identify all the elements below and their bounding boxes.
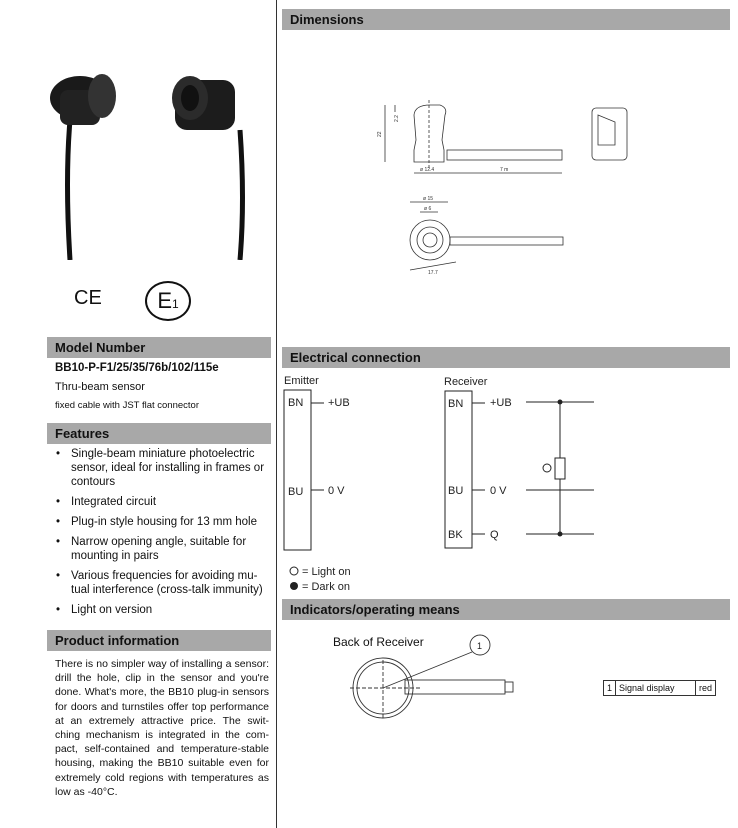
dim-width: 17.7 [428, 270, 438, 276]
product-info-header: Product information [47, 630, 271, 651]
feature-item: • Integrated circuit [52, 495, 274, 509]
dim-flange-diameter: ø 15 [423, 196, 434, 202]
features-list [52, 447, 274, 623]
emitter-pin-bn: BN [288, 397, 304, 409]
emitter-pin-bu: BU [288, 486, 304, 498]
indicator-color: red [696, 681, 716, 696]
dim-lens-diameter: ø 6 [424, 206, 432, 212]
dim-body-diameter: ø 12.4 [420, 167, 435, 173]
e1-mark [145, 281, 191, 321]
receiver-signal-ub: +UB [490, 397, 512, 409]
back-of-receiver-caption: Back of Receiver [333, 635, 424, 649]
feature-item: • Various frequencies for avoiding mu-tual interference (cross-talk immunity) [52, 569, 274, 597]
open-circle-icon [543, 464, 551, 472]
receiver-box [445, 391, 472, 548]
model-number: BB10-P-F1/25/35/76b/102/115e [55, 362, 219, 374]
table-row [604, 681, 716, 696]
column-divider [276, 0, 277, 828]
receiver-signal-q: Q [490, 529, 499, 541]
sensor-type: Thru-beam sensor [55, 381, 145, 393]
legend-dark-on: = Dark on [302, 581, 350, 593]
product-photo [40, 60, 270, 260]
receiver-pin-bk: BK [448, 529, 463, 541]
feature-item: • Narrow opening angle, suitable for mounting in pairs [52, 535, 274, 563]
indicator-name: Signal display [616, 681, 696, 696]
e1-number: 1 [172, 297, 179, 311]
receiver-back-drawing [340, 630, 530, 720]
dim-flange: 2.2 [394, 115, 400, 122]
emitter-signal-ub: +UB [328, 397, 350, 409]
ce-mark: CE [74, 287, 102, 309]
electrical-header: Electrical connection [282, 347, 730, 368]
features-header: Features [47, 423, 271, 444]
e1-letter: E [157, 288, 172, 313]
dim-height: 22 [377, 131, 383, 137]
emitter-box [284, 390, 311, 550]
receiver-pin-bn: BN [448, 398, 464, 410]
dim-cable-length: 7 m [500, 167, 509, 173]
product-info-text: There is no simpler way of installing a sensor: drill the hole, clip in the sensor and you're done. What's more, the BB10 plug-in sensors for doors and turnstiles offer top performance at an extremely attractive price. The swit-ching mechanism is integrated in the com-pact, self-contained and temperature-stable housing, making the BB10 suitable even for extremely cold regions with temperatures as low as -40°C. [55, 658, 269, 798]
receiver-signal-0v: 0 V [490, 485, 507, 497]
wiring-diagram [280, 370, 610, 600]
dimensions-header: Dimensions [282, 9, 730, 30]
feature-item: • Plug-in style housing for 13 mm hole [52, 515, 274, 529]
model-number-header: Model Number [47, 337, 271, 358]
feature-item: • Single-beam miniature photoelectric sensor, ideal for installing in frames or contours [52, 447, 274, 489]
dimensions-drawing [370, 90, 650, 290]
receiver-sensor-image [172, 76, 235, 130]
receiver-pin-bu: BU [448, 485, 464, 497]
open-circle-icon [290, 567, 298, 575]
feature-item: • Light on version [52, 603, 274, 617]
callout-number: 1 [477, 641, 483, 651]
legend-light-on: = Light on [302, 566, 351, 578]
indicators-header: Indicators/operating means [282, 599, 730, 620]
emitter-signal-0v: 0 V [328, 485, 345, 497]
cable-description: fixed cable with JST flat connector [55, 400, 199, 411]
receiver-label: Receiver [444, 376, 488, 388]
filled-circle-icon [290, 582, 298, 590]
emitter-sensor-image [50, 74, 116, 125]
indicator-table [603, 680, 716, 696]
emitter-label: Emitter [284, 375, 319, 387]
indicator-number: 1 [604, 681, 616, 696]
